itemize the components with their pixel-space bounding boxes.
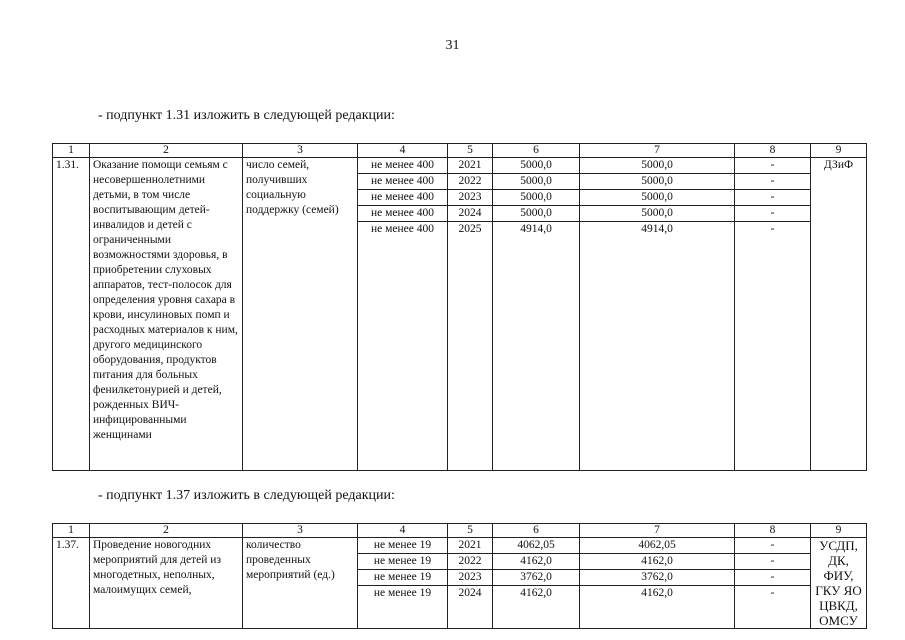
target-value: не менее 400	[358, 190, 447, 206]
table-row	[53, 538, 867, 629]
target-value: не менее 400	[358, 174, 447, 190]
amount-value: 3762,0	[580, 570, 734, 586]
target-values-column	[358, 158, 448, 471]
amount-value: 4162,0	[580, 554, 734, 570]
years-column	[448, 538, 493, 629]
amount-value: 5000,0	[493, 174, 579, 190]
target-values-column	[358, 538, 448, 629]
amendment-table-1-37	[52, 523, 867, 629]
target-value: не менее 19	[358, 554, 447, 570]
amount-value: 4162,0	[520, 587, 552, 599]
amount-column-7	[580, 538, 735, 629]
amount-value: 4914,0	[641, 223, 673, 235]
target-value: не менее 19	[358, 538, 447, 554]
column-header: 2	[90, 524, 243, 538]
page-number: 31	[445, 38, 460, 53]
year-value: 2025	[458, 223, 482, 235]
target-value: не менее 19	[373, 587, 432, 599]
amount-value: 5000,0	[580, 206, 734, 222]
indicator-text: число семей, получивших социальную поддержку (семей)	[243, 158, 358, 471]
target-value: не менее 400	[370, 223, 434, 235]
dash-value: -	[735, 190, 810, 206]
dash-value: -	[770, 587, 775, 599]
year-value: 2024	[458, 587, 482, 599]
target-value: не менее 400	[358, 158, 447, 174]
year-value: 2022	[448, 174, 492, 190]
amount-column-6	[493, 538, 580, 629]
column-header: 8	[735, 144, 811, 158]
column-header: 1	[53, 144, 90, 158]
dash-value: -	[735, 158, 810, 174]
column-header: 4	[358, 144, 448, 158]
column-header: 5	[448, 144, 493, 158]
column-header: 1	[53, 524, 90, 538]
column-header: 6	[493, 144, 580, 158]
amount-column-8	[735, 538, 811, 629]
years-column	[448, 158, 493, 471]
column-header: 2	[90, 144, 243, 158]
column-header: 9	[811, 144, 867, 158]
executor-cell: УСДП, ДК, ФИУ, ГКУ ЯО ЦВКД, ОМСУ	[811, 538, 867, 629]
column-header: 9	[811, 524, 867, 538]
executor-cell: ДЗиФ	[811, 158, 867, 471]
section-heading-1-37: - подпункт 1.37 изложить в следующей редакции:	[98, 488, 395, 503]
column-header: 4	[358, 524, 448, 538]
amendment-table-1-31	[52, 143, 867, 471]
amount-column-7	[580, 158, 735, 471]
column-header: 7	[580, 144, 735, 158]
dash-value: -	[770, 223, 775, 235]
dash-value: -	[735, 206, 810, 222]
item-number: 1.37.	[53, 538, 90, 629]
section-heading-1-31: - подпункт 1.31 изложить в следующей редакции:	[98, 108, 395, 123]
column-header: 6	[493, 524, 580, 538]
indicator-text: количество проведенных мероприятий (ед.)	[243, 538, 358, 629]
column-header: 3	[243, 524, 358, 538]
column-header: 8	[735, 524, 811, 538]
amount-value: 4062,05	[580, 538, 734, 554]
amount-value: 5000,0	[580, 158, 734, 174]
amount-value: 4162,0	[641, 587, 673, 599]
amount-value: 5000,0	[580, 174, 734, 190]
year-value: 2022	[448, 554, 492, 570]
column-header: 7	[580, 524, 735, 538]
year-value: 2023	[448, 570, 492, 586]
year-value: 2021	[448, 538, 492, 554]
amount-value: 5000,0	[493, 190, 579, 206]
amount-value: 4162,0	[493, 554, 579, 570]
amount-value: 5000,0	[580, 190, 734, 206]
dash-value: -	[735, 554, 810, 570]
amount-column-8	[735, 158, 811, 471]
table-header-row	[53, 524, 867, 538]
amount-value: 4062,05	[493, 538, 579, 554]
item-description: Оказание помощи семьям с несовершеннолетними детьми, в том числе воспитывающим детей-инвалидов и детей с ограниченными возможностями здоровья, в приобретении слуховых аппаратов, тест-полосок для определения уровня сахара в крови, инсулиновых помп и расходных материалов к ним, другого медицинского оборудования, продуктов питания для больных фенилкетонурией и детей, рожденных ВИЧ-инфицированными женщинами	[90, 158, 243, 471]
table-row	[53, 158, 867, 471]
column-header: 3	[243, 144, 358, 158]
column-header: 5	[448, 524, 493, 538]
amount-value: 5000,0	[493, 158, 579, 174]
year-value: 2021	[448, 158, 492, 174]
item-description: Проведение новогодних мероприятий для детей из многодетных, неполных, малоимущих семей,	[90, 538, 243, 629]
dash-value: -	[735, 174, 810, 190]
dash-value: -	[735, 538, 810, 554]
amount-value: 3762,0	[493, 570, 579, 586]
amount-value: 5000,0	[493, 206, 579, 222]
year-value: 2023	[448, 190, 492, 206]
amount-column-6	[493, 158, 580, 471]
target-value: не менее 19	[358, 570, 447, 586]
year-value: 2024	[448, 206, 492, 222]
target-value: не менее 400	[358, 206, 447, 222]
amount-value: 4914,0	[520, 223, 552, 235]
table-header-row	[53, 144, 867, 158]
dash-value: -	[735, 570, 810, 586]
item-number: 1.31.	[53, 158, 90, 471]
